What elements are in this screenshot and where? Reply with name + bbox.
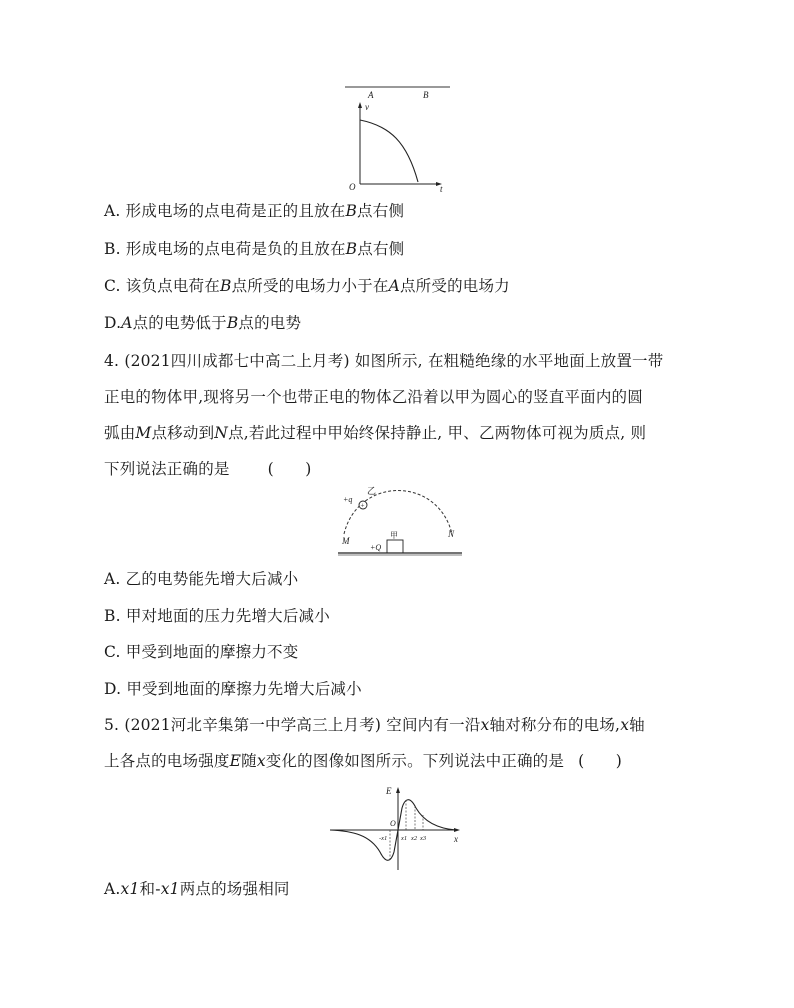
origin-label: O [349,182,356,192]
figure-arc [330,482,470,562]
q4-option-d: D. 甲受到地面的摩擦力先增大后减小 [104,680,362,698]
q4-line-2: 正电的物体甲,现将另一个也带正电的物体乙沿着以甲为圆心的竖直平面内的圆 [104,388,643,406]
figure-vt-graph [330,78,460,198]
label-a: A [368,90,374,100]
label-plus-q: +q [343,495,353,504]
axis-v-label: v [365,102,369,112]
q4-option-a: A. 乙的电势能先增大后减小 [104,570,299,588]
q3-option-a: A. 形成电场的点电荷是正的且放在B点右侧 [104,202,405,220]
label-n: N [448,529,455,539]
label-b: B [423,90,429,100]
svg-text:+: + [360,501,365,510]
tick-x3: x3 [420,835,427,842]
q5-line-1: 5. (2021河北辛集第一中学高三上月考) 空间内有一沿x轴对称分布的电场,x轴 [104,716,645,734]
figure-ex-graph [328,782,468,874]
axis-e-label: E [386,786,392,796]
q4-option-b: B. 甲对地面的压力先增大后减小 [104,607,330,625]
label-yi: 乙 [367,486,377,496]
q3-option-d: D.A点的电势低于B点的电势 [104,314,302,332]
answer-parens: ( ) [578,752,622,770]
answer-parens: ( ) [267,460,312,478]
axis-t-label: t [440,184,443,194]
label-jia: 甲 [390,531,398,540]
q3-option-b: B. 形成电场的点电荷是负的且放在B点右侧 [104,240,405,258]
block-jia [387,540,403,553]
tick-x1: x1 [401,835,408,842]
q4-line-4: 下列说法正确的是 ( ) [104,460,312,478]
q5-line-2: 上各点的电场强度E随x变化的图像如图所示。下列说法中正确的是 ( ) [104,752,622,770]
arc-path [344,491,452,535]
q4-line-1: 4. (2021四川成都七中高二上月考) 如图所示, 在粗糙绝缘的水平地面上放置一带 [104,352,664,370]
q5-option-a: A.x1和-x1两点的场强相同 [104,880,290,898]
q4-line-3: 弧由M点移动到N点,若此过程中甲始终保持静止, 甲、乙两物体可视为质点, 则 [104,424,647,442]
vt-curve [360,120,418,182]
origin-label: O [390,819,396,828]
axis-x-label: x [454,834,458,844]
label-plus-big-q: +Q [370,543,382,552]
q4-option-c: C. 甲受到地面的摩擦力不变 [104,643,299,661]
tick-x2: x2 [411,835,418,842]
tick-neg-x1: -x1 [379,835,388,842]
q3-option-c: C. 该负点电荷在B点所受的电场力小于在A点所受的电场力 [104,277,510,295]
label-m: M [342,536,350,546]
